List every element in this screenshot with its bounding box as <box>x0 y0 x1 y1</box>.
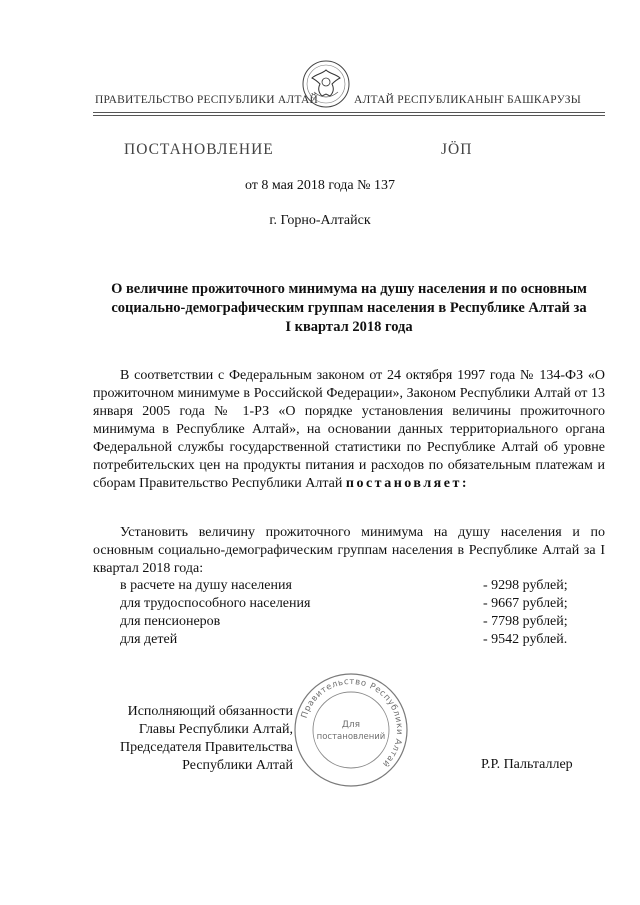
stamp-ring-text: Правительство Республики Алтай <box>299 676 405 770</box>
amount-label: для трудоспособного населения <box>120 596 311 611</box>
header-government-name-altai: АЛТАЙ РЕСПУБЛИКАНЫҤ БАШКАРУЗЫ <box>354 94 581 106</box>
header-rule-top <box>93 112 605 113</box>
amount-label: для пенсионеров <box>120 614 221 629</box>
title-line: социально-демографическим группам населения в Республике Алтай за <box>111 300 587 316</box>
amount-label: в расчете на душу населения <box>120 578 292 593</box>
amount-value: - 9667 рублей; <box>483 596 568 611</box>
stamp-center-line: Для <box>341 720 361 730</box>
title-line: О величине прожиточного минимума на душу населения и по основным <box>111 281 587 297</box>
title-line: I квартал 2018 года <box>285 319 413 335</box>
signature-line: Исполняющий обязанности <box>127 704 293 719</box>
amount-label: для детей <box>120 632 178 647</box>
header-rule-bottom <box>93 115 605 116</box>
doc-type-label-altai: JÖП <box>441 141 473 158</box>
signature-line: Главы Республики Алтай, <box>138 722 293 737</box>
decision-intro: Установить величину прожиточного минимума на душу населения и по основным социально-демографическим группам населения в Республике Алтай за I квартал 2018 года: <box>93 525 605 576</box>
stamp-center-line: постановлений <box>316 732 386 742</box>
preamble-text: В соответствии с Федеральным законом от 24 октября 1997 года № 134-ФЗ «О прожиточном минимуме в Российской Федерации», Законом Республики Алтай от 13 января 2005 года № 1-РЗ «О порядке установления величины прожиточного минимума в Республике Алтай», на основании данных территориального органа Федеральной службы государственной статистики по Республике Алтай об уровне потребительских цен на продукты питания и расходов по обязательным платежам и сборам Правительство Республики Алтай <box>93 368 605 491</box>
amount-row <box>120 632 568 650</box>
preamble-paragraph <box>93 367 605 493</box>
doc-type-label: ПОСТАНОВЛЕНИЕ <box>124 141 274 158</box>
signature-line: Председателя Правительства <box>119 740 293 755</box>
amount-row <box>120 578 568 596</box>
signature-line: Республики Алтай <box>182 758 293 773</box>
header-government-name: ПРАВИТЕЛЬСТВО РЕСПУБЛИКИ АЛТАЙ <box>95 94 319 106</box>
decision-paragraph <box>93 524 605 578</box>
amount-value: - 9298 рублей; <box>483 578 568 593</box>
document-date-number: от 8 мая 2018 года № 137 <box>244 178 396 193</box>
preamble-keyword: постановляет: <box>345 476 469 491</box>
amount-row <box>120 596 568 614</box>
document-title <box>93 280 605 337</box>
emblem-icon <box>300 58 352 110</box>
official-stamp <box>292 671 410 789</box>
amount-row <box>120 614 568 632</box>
amount-value: - 9542 рублей. <box>483 632 568 647</box>
signature-position <box>120 703 293 775</box>
signer-name: Р.Р. Пальталлер <box>481 757 573 772</box>
document-place: г. Горно-Алтайск <box>269 213 371 228</box>
amount-value: - 7798 рублей; <box>483 614 568 629</box>
